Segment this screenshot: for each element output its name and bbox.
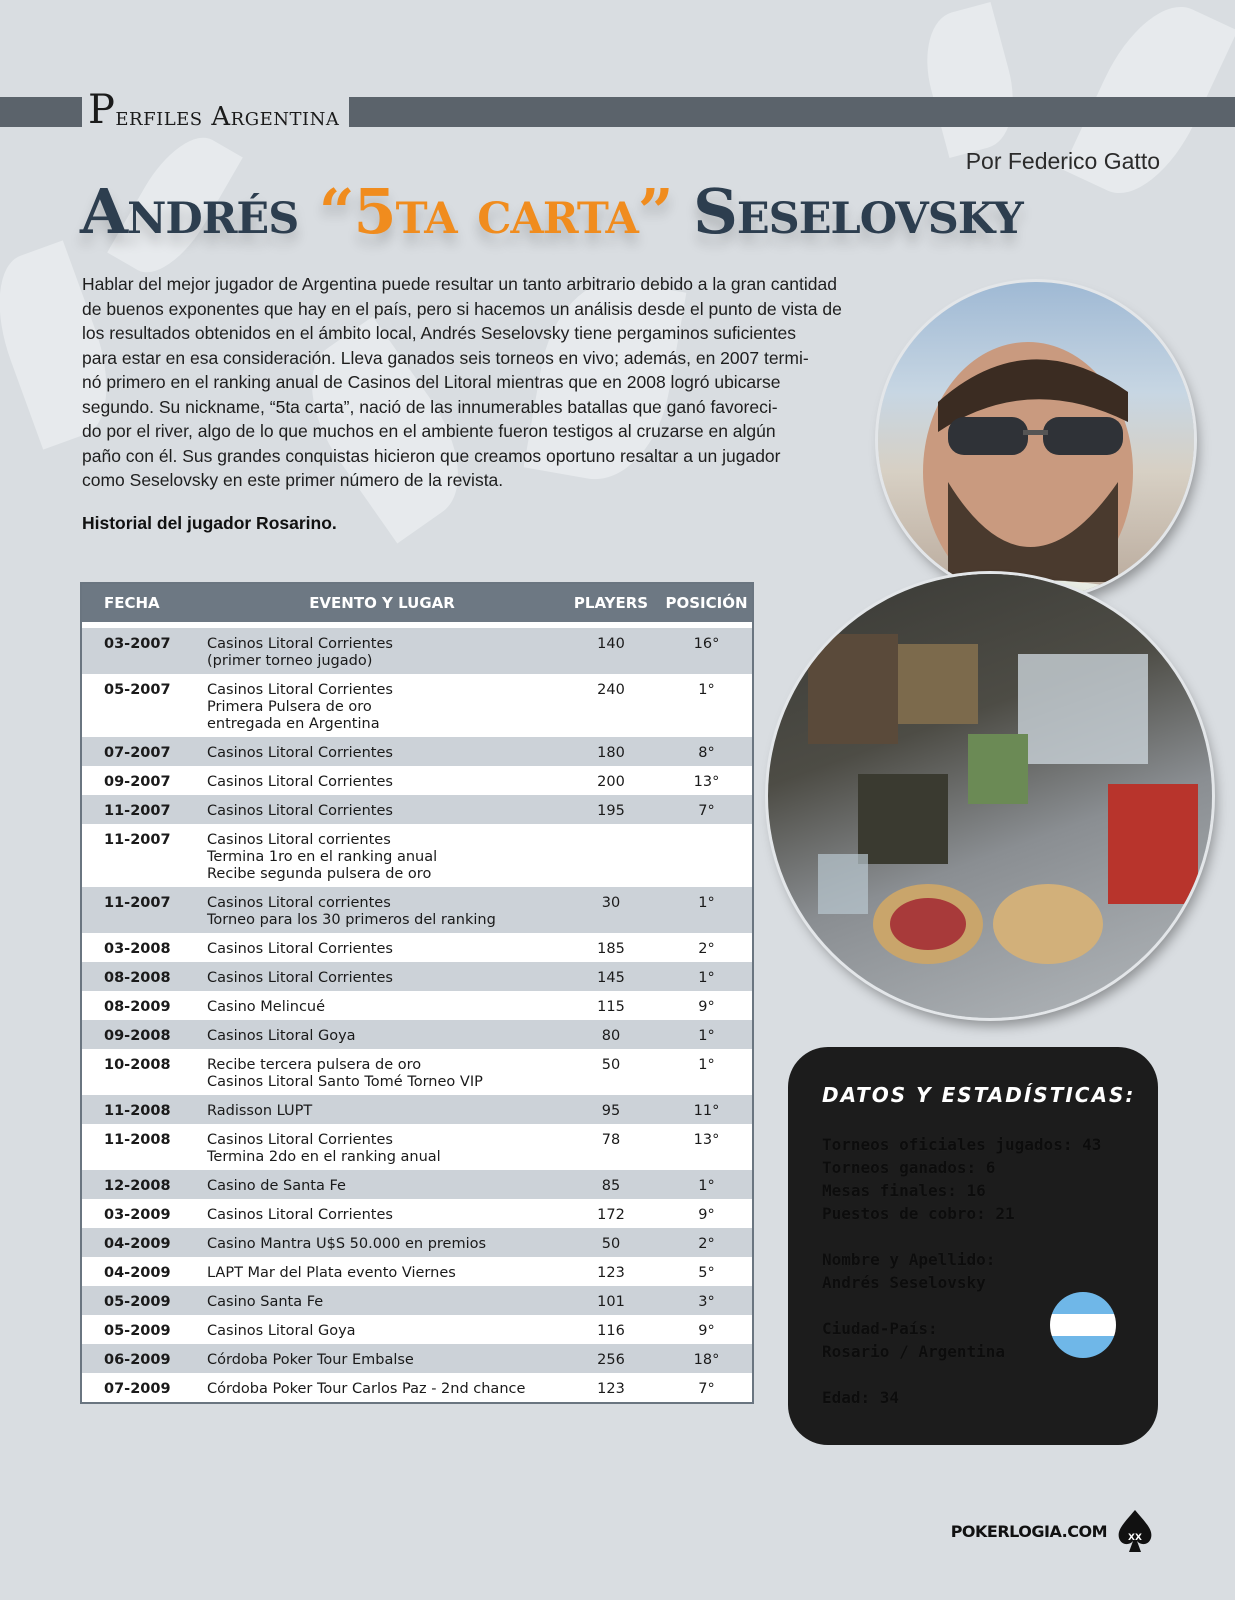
evento-line: Casinos Litoral Santo Tomé Torneo VIP [207, 1074, 483, 1090]
cell-players: 256 [561, 1344, 661, 1373]
cell-fecha: 06-2009 [82, 1344, 203, 1373]
cell-fecha: 03-2008 [82, 933, 203, 962]
cell-fecha: 08-2008 [82, 962, 203, 991]
stats-box [788, 1047, 1158, 1445]
cell-posicion: 1° [661, 1049, 752, 1095]
trophies-photo [768, 574, 1212, 1018]
stats-line: Andrés Seselovsky [822, 1273, 986, 1292]
evento-line: Casinos Litoral corrientes [207, 895, 391, 911]
cell-posicion: 9° [661, 1315, 752, 1344]
headline-last-name: Seselovsky [672, 175, 1023, 248]
intro-line: paño con él. Sus grandes conquistas hicieron que creamos oportuno resaltar a un jugador [82, 445, 781, 466]
evento-line: Córdoba Poker Tour Carlos Paz - 2nd chance [207, 1381, 526, 1397]
cell-players: 95 [561, 1095, 661, 1124]
cell-players: 185 [561, 933, 661, 962]
cell-players: 30 [561, 887, 661, 933]
cell-posicion: 9° [661, 991, 752, 1020]
stats-line: Nombre y Apellido: [822, 1250, 996, 1269]
header-players: PLAYERS [561, 584, 661, 622]
cell-players: 116 [561, 1315, 661, 1344]
evento-line: Casinos Litoral Corrientes [207, 636, 393, 652]
evento-line: Casinos Litoral Corrientes [207, 682, 393, 698]
table-row [82, 1170, 752, 1199]
cell-players: 85 [561, 1170, 661, 1199]
cell-posicion: 7° [661, 795, 752, 824]
stats-line: Mesas finales: 16 [822, 1181, 986, 1200]
cell-players: 78 [561, 1124, 661, 1170]
evento-line: LAPT Mar del Plata evento Viernes [207, 1265, 456, 1281]
intro-line: de buenos exponentes que hay en el país, pero si hacemos un análisis desde el punto de vista de [82, 298, 842, 319]
cell-posicion: 2° [661, 933, 752, 962]
spade-icon [1115, 1508, 1155, 1554]
table-subheading: Historial del jugador Rosarino. [82, 513, 337, 533]
table-row [82, 1315, 752, 1344]
background-leaf [913, 2, 1027, 158]
evento-line: Casinos Litoral Goya [207, 1028, 356, 1044]
stats-lines [822, 1133, 1101, 1409]
evento-line: Torneo para los 30 primeros del ranking [207, 912, 496, 928]
cell-players: 50 [561, 1049, 661, 1095]
page-footer [951, 1508, 1155, 1554]
intro-line: los resultados obtenidos en el ámbito local, Andrés Seselovsky tiene pergaminos suficientes [82, 323, 797, 343]
stats-spacer [822, 1225, 1101, 1248]
cell-evento [203, 1257, 561, 1286]
table-row [82, 1257, 752, 1286]
evento-line: Casinos Litoral Corrientes [207, 970, 393, 986]
cell-evento [203, 1124, 561, 1170]
cell-fecha: 03-2009 [82, 1199, 203, 1228]
cell-posicion: 13° [661, 1124, 752, 1170]
table-row [82, 1373, 752, 1402]
portrait-illustration [878, 282, 1194, 598]
cell-evento [203, 991, 561, 1020]
cell-posicion: 1° [661, 1170, 752, 1199]
evento-line: Casino Mantra U$S 50.000 en premios [207, 1236, 487, 1252]
cell-players: 101 [561, 1286, 661, 1315]
evento-line: Recibe segunda pulsera de oro [207, 866, 432, 882]
table-row [82, 674, 752, 737]
results-table-grid [82, 584, 752, 1402]
cell-fecha: 05-2009 [82, 1286, 203, 1315]
cell-fecha: 03-2007 [82, 628, 203, 674]
evento-line: Casinos Litoral Corrientes [207, 1207, 393, 1223]
cell-evento [203, 1228, 561, 1257]
headline [80, 175, 1023, 248]
cell-players: 50 [561, 1228, 661, 1257]
table-row [82, 1049, 752, 1095]
cell-evento [203, 933, 561, 962]
table-row [82, 887, 752, 933]
evento-line: Casinos Litoral Corrientes [207, 1132, 393, 1148]
cell-players: 200 [561, 766, 661, 795]
cell-posicion [661, 824, 752, 887]
table-row [82, 1020, 752, 1049]
evento-line: entregada en Argentina [207, 716, 380, 732]
cell-evento [203, 1373, 561, 1402]
cell-fecha: 05-2009 [82, 1315, 203, 1344]
cell-fecha: 07-2009 [82, 1373, 203, 1402]
evento-line: Casinos Litoral Corrientes [207, 803, 393, 819]
table-row [82, 1199, 752, 1228]
table-row [82, 933, 752, 962]
evento-line: Recibe tercera pulsera de oro [207, 1057, 422, 1073]
stats-line: Puestos de cobro: 21 [822, 1204, 1015, 1223]
cell-evento [203, 1049, 561, 1095]
table-row [82, 737, 752, 766]
headline-nickname: “5ta carta” [318, 175, 673, 248]
header-evento: EVENTO Y LUGAR [203, 584, 561, 622]
cell-players: 180 [561, 737, 661, 766]
cell-posicion: 2° [661, 1228, 752, 1257]
cell-evento [203, 887, 561, 933]
intro-line: segundo. Su nickname, “5ta carta”, nació de las innumerables batallas que ganó favoreci- [82, 396, 778, 417]
cell-posicion: 7° [661, 1373, 752, 1402]
evento-line: Casinos Litoral Corrientes [207, 745, 393, 761]
table-row [82, 766, 752, 795]
section-title-initial: P [88, 87, 116, 133]
cell-fecha: 10-2008 [82, 1049, 203, 1095]
table-row [82, 1344, 752, 1373]
cell-posicion: 13° [661, 766, 752, 795]
stats-line: Edad: 34 [822, 1388, 900, 1407]
evento-line: Casino Santa Fe [207, 1294, 324, 1310]
cell-players: 172 [561, 1199, 661, 1228]
stats-line: Torneos ganados: 6 [822, 1158, 996, 1177]
evento-line: Termina 1ro en el ranking anual [207, 849, 438, 865]
evento-line: Córdoba Poker Tour Embalse [207, 1352, 414, 1368]
cell-fecha: 05-2007 [82, 674, 203, 737]
cell-posicion: 18° [661, 1344, 752, 1373]
results-table [80, 582, 754, 1404]
trophies-illustration [768, 574, 1212, 1018]
evento-line: Casinos Litoral Corrientes [207, 941, 393, 957]
cell-fecha: 04-2009 [82, 1257, 203, 1286]
cell-fecha: 11-2008 [82, 1095, 203, 1124]
cell-evento [203, 1315, 561, 1344]
table-row [82, 1095, 752, 1124]
evento-line: Casinos Litoral Corrientes [207, 774, 393, 790]
table-row [82, 1286, 752, 1315]
cell-posicion: 3° [661, 1286, 752, 1315]
argentina-flag-icon [1050, 1292, 1116, 1358]
intro-line: para estar en esa consideración. Lleva ganados seis torneos en vivo; además, en 2007 termi- [82, 347, 809, 368]
cell-posicion: 1° [661, 674, 752, 737]
cell-posicion: 8° [661, 737, 752, 766]
cell-fecha: 12-2008 [82, 1170, 203, 1199]
table-row [82, 991, 752, 1020]
intro-line: Hablar del mejor jugador de Argentina puede resultar un tanto arbitrario debido a la gran cantidad [82, 274, 837, 294]
cell-players: 123 [561, 1373, 661, 1402]
evento-line: Casino Melincué [207, 999, 326, 1015]
cell-players: 115 [561, 991, 661, 1020]
cell-evento [203, 628, 561, 674]
evento-line: Casino de Santa Fe [207, 1178, 346, 1194]
intro-paragraph [82, 272, 962, 493]
table-row [82, 795, 752, 824]
cell-posicion: 9° [661, 1199, 752, 1228]
cell-evento [203, 1344, 561, 1373]
cell-players: 240 [561, 674, 661, 737]
section-title-rest: erfiles Argentina [115, 102, 340, 132]
cell-evento [203, 1199, 561, 1228]
cell-posicion: 1° [661, 962, 752, 991]
cell-evento [203, 962, 561, 991]
cell-fecha: 09-2008 [82, 1020, 203, 1049]
cell-fecha: 11-2007 [82, 795, 203, 824]
cell-fecha: 09-2007 [82, 766, 203, 795]
headline-first-name: Andrés [80, 175, 319, 248]
evento-line: Radisson LUPT [207, 1103, 313, 1119]
cell-fecha: 11-2007 [82, 887, 203, 933]
intro-line: do por el river, algo de lo que muchos en el ambiente fueron testigos al cruzarse en algún [82, 421, 776, 441]
cell-evento [203, 1020, 561, 1049]
footer-brand: POKERLOGIA.COM [950, 1521, 1107, 1541]
cell-players: 140 [561, 628, 661, 674]
evento-line: Casinos Litoral corrientes [207, 832, 391, 848]
table-row [82, 1124, 752, 1170]
cell-players: 145 [561, 962, 661, 991]
cell-players: 195 [561, 795, 661, 824]
table-row [82, 824, 752, 887]
cell-evento [203, 674, 561, 737]
cell-evento [203, 1170, 561, 1199]
evento-line: Primera Pulsera de oro [207, 699, 372, 715]
cell-posicion: 16° [661, 628, 752, 674]
table-row [82, 1228, 752, 1257]
footer-page-number: XX [1128, 1533, 1142, 1543]
cell-posicion: 1° [661, 887, 752, 933]
stats-line: Rosario / Argentina [822, 1342, 1006, 1361]
intro-line: nó primero en el ranking anual de Casinos del Litoral mientras que en 2008 logró ubicarse [82, 372, 781, 392]
cell-posicion: 5° [661, 1257, 752, 1286]
table-row [82, 962, 752, 991]
cell-fecha: 04-2009 [82, 1228, 203, 1257]
evento-line: Casinos Litoral Goya [207, 1323, 356, 1339]
cell-evento [203, 795, 561, 824]
cell-evento [203, 824, 561, 887]
cell-players: 80 [561, 1020, 661, 1049]
table-row [82, 628, 752, 674]
stats-title: DATOS Y ESTADÍSTICAS: [822, 1083, 1136, 1107]
evento-line: Termina 2do en el ranking anual [207, 1149, 441, 1165]
cell-players: 123 [561, 1257, 661, 1286]
player-portrait-photo [878, 282, 1194, 598]
cell-fecha: 08-2009 [82, 991, 203, 1020]
stats-line: Ciudad-País: [822, 1319, 938, 1338]
evento-line: (primer torneo jugado) [207, 653, 373, 669]
stats-spacer [822, 1363, 1101, 1386]
cell-evento [203, 737, 561, 766]
header-posicion: POSICIÓN [661, 584, 752, 622]
cell-posicion: 1° [661, 1020, 752, 1049]
cell-players [561, 824, 661, 887]
cell-evento [203, 1286, 561, 1315]
cell-fecha: 11-2007 [82, 824, 203, 887]
section-title [82, 82, 349, 132]
cell-fecha: 11-2008 [82, 1124, 203, 1170]
stats-line: Torneos oficiales jugados: 43 [822, 1135, 1102, 1154]
byline: Por Federico Gatto [965, 148, 1160, 174]
intro-line: como Seselovsky en este primer número de la revista. [82, 470, 504, 490]
cell-posicion: 11° [661, 1095, 752, 1124]
header-fecha: FECHA [82, 584, 203, 622]
cell-evento [203, 1095, 561, 1124]
table-header-row [82, 584, 752, 622]
cell-evento [203, 766, 561, 795]
cell-fecha: 07-2007 [82, 737, 203, 766]
